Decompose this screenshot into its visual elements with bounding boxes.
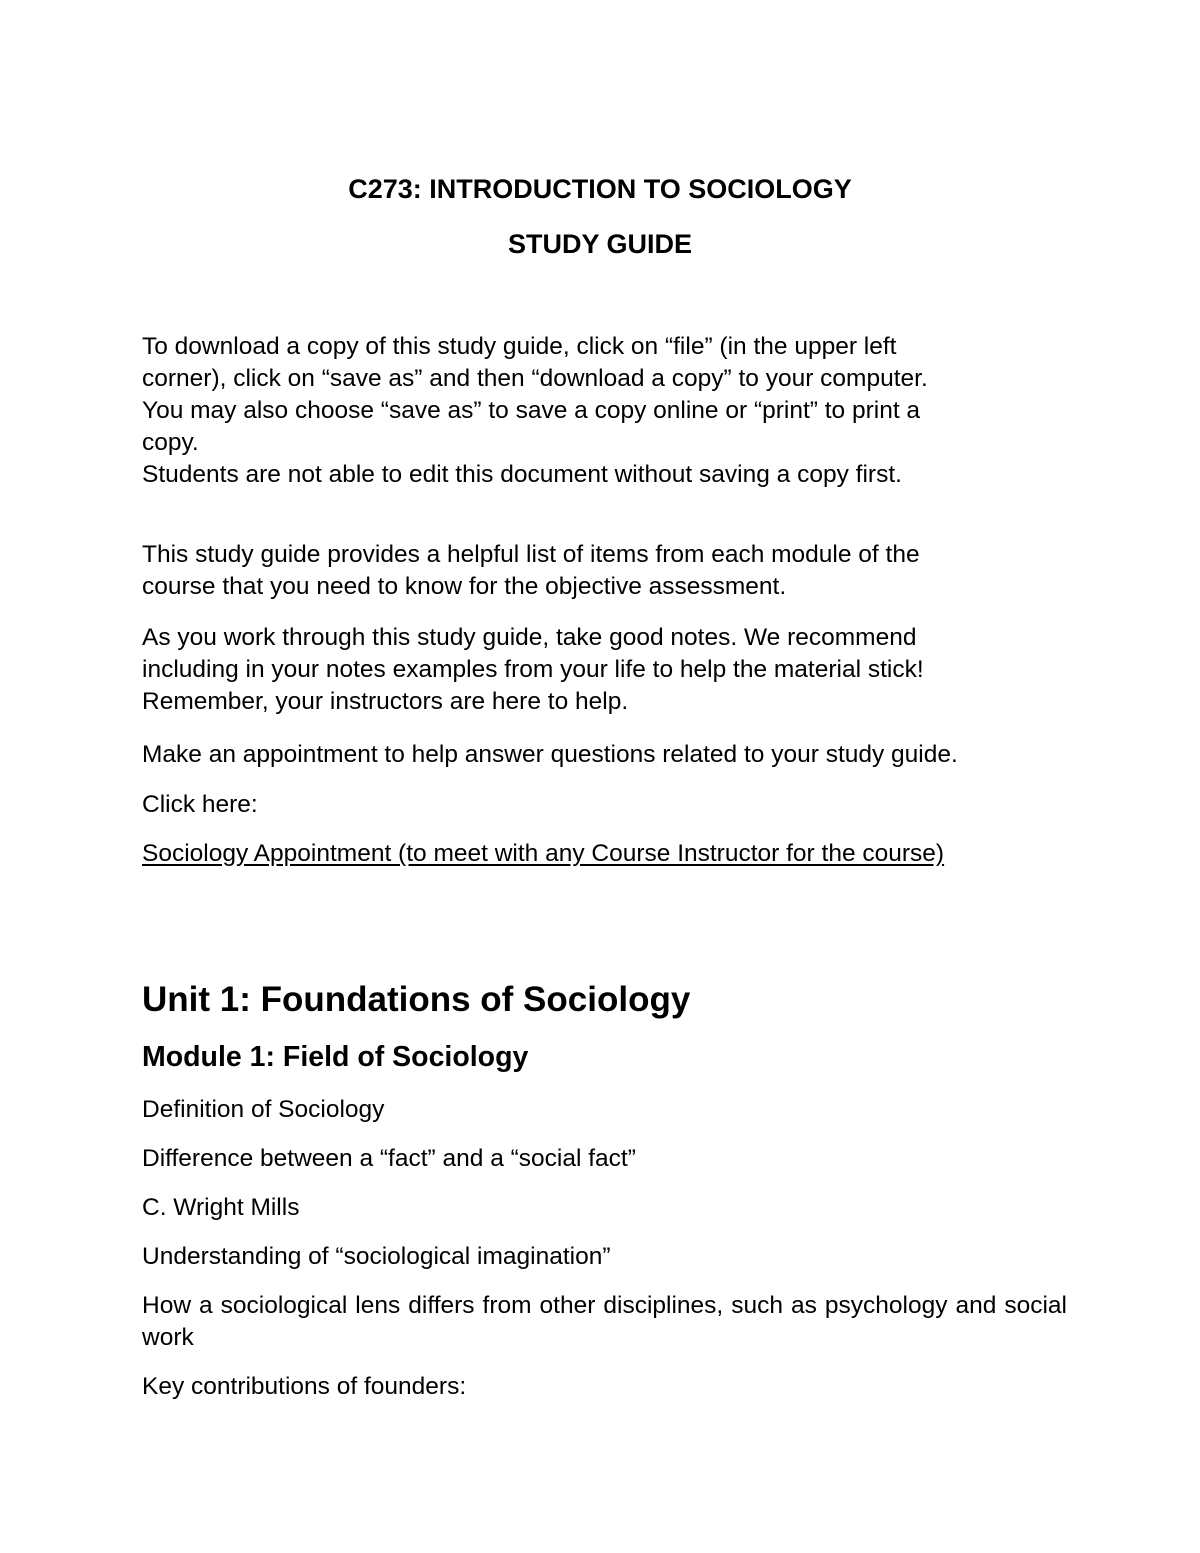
list-item: Difference between a “fact” and a “social fact”: [142, 1145, 636, 1172]
note-line: Remember, your instructors are here to help.: [142, 688, 629, 715]
purpose-line: This study guide provides a helpful list of items from each module of the: [142, 541, 920, 568]
download-line: Students are not able to edit this document without saving a copy first.: [142, 461, 902, 488]
download-line: corner), click on “save as” and then “download a copy” to your computer.: [142, 365, 928, 392]
module-heading: Module 1: Field of Sociology: [142, 1041, 529, 1073]
note-taking-paragraph: [142, 622, 1067, 718]
list-item: Definition of Sociology: [142, 1096, 385, 1123]
purpose-line: course that you need to know for the objective assessment.: [142, 573, 787, 600]
list-item: How a sociological lens differs from other disciplines, such as psychology and social work: [142, 1292, 1067, 1351]
note-line: As you work through this study guide, take good notes. We recommend: [142, 624, 917, 651]
sociology-appointment-link[interactable]: Sociology Appointment (to meet with any Course Instructor for the course): [142, 840, 945, 867]
appointment-paragraph: Make an appointment to help answer questions related to your study guide.: [142, 741, 958, 768]
download-line: You may also choose “save as” to save a copy online or “print” to print a: [142, 397, 921, 424]
download-line: To download a copy of this study guide, click on “file” (in the upper left: [142, 333, 897, 360]
study-guide-subtitle: STUDY GUIDE: [507, 229, 693, 259]
download-line: copy.: [142, 429, 199, 456]
module-topic-list: [142, 1094, 1067, 1420]
list-item: C. Wright Mills: [142, 1194, 300, 1221]
course-title: C273: INTRODUCTION TO SOCIOLOGY: [348, 174, 852, 204]
list-item: Understanding of “sociological imagination”: [142, 1243, 611, 1270]
guide-purpose-paragraph: [142, 539, 1067, 603]
list-item: Key contributions of founders:: [142, 1373, 467, 1400]
note-line: including in your notes examples from your life to help the material stick!: [142, 656, 924, 683]
click-here-label: Click here:: [142, 791, 258, 818]
unit-heading: Unit 1: Foundations of Sociology: [142, 980, 691, 1019]
download-instructions-paragraph: [142, 331, 1067, 491]
